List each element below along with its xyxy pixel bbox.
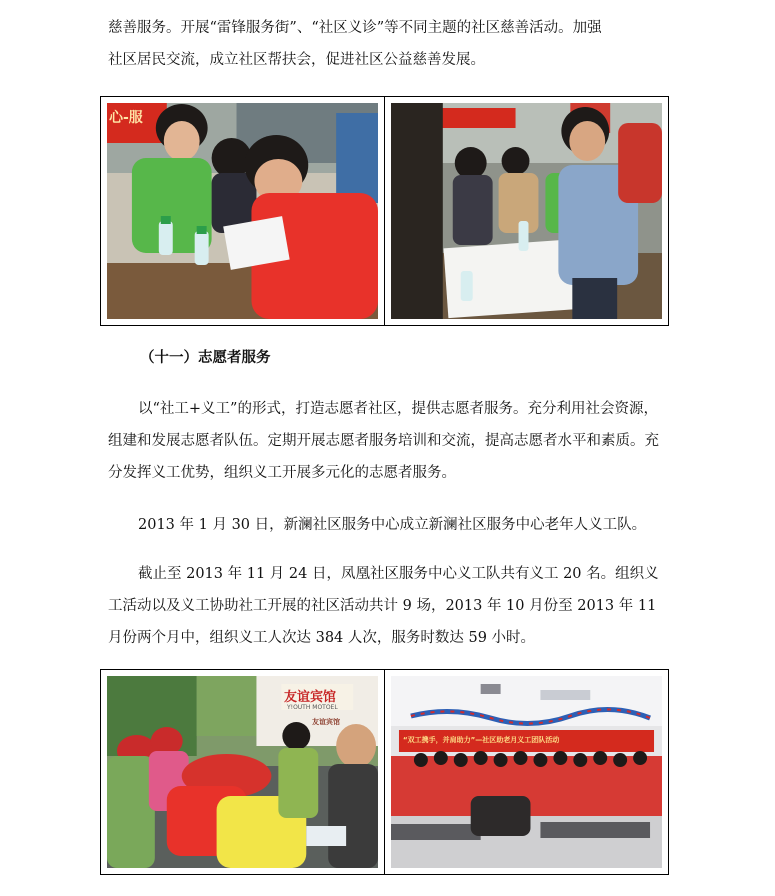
top-paragraph-line2: 社区居民交流，成立社区帮扶会，促进社区公益慈善发展。 <box>108 52 485 68</box>
photo-cell-2 <box>384 97 668 325</box>
section-heading: （十一）志愿者服务 <box>140 350 271 366</box>
photo-cell-3 <box>101 670 384 874</box>
photo-volunteer-group <box>391 676 662 868</box>
photo-group-banner: “双工携手，并肩助力”—社区助老月义工团队活动 <box>403 736 560 744</box>
founding-paragraph: 2013 年 1 月 30 日，新澜社区服务中心成立新澜社区服务中心老年人义工队。 <box>138 517 647 533</box>
top-paragraph-line1: 慈善服务。开展“雷锋服务街”、“社区义诊”等不同主题的社区慈善活动。加强 <box>108 20 602 36</box>
photo-hotel-sign: 友谊宾馆 <box>284 690 337 705</box>
photo-cell-4 <box>384 670 668 874</box>
photo-hotel-sign-en: Y!OUTH MOTOEL <box>287 704 338 711</box>
photo-banner-text: 心-服 <box>109 110 143 126</box>
photo-charity-consultation <box>391 103 662 319</box>
photo-volunteer-street <box>107 676 378 868</box>
top-paragraph <box>108 12 668 76</box>
photo-table-1 <box>100 96 669 326</box>
stats-paragraph: 截止至 2013 年 11 月 24 日，凤凰社区服务中心义工队共有义工 20 名。组织义工活动以及义工协助社工开展的社区活动共计 9 场，2013 年 10 月份至 2013 年 11 月份两个月中，组织义工人次达 384 人次，服务时数达 59 小时。 <box>108 566 659 646</box>
photo-cell-1 <box>101 97 384 325</box>
photo-charity-registration <box>107 103 378 319</box>
photo-table-2 <box>100 669 669 875</box>
photo-hotel-sign-small: 友谊宾馆 <box>312 718 340 726</box>
volunteer-paragraph: 以“社工+义工”的形式，打造志愿者社区，提供志愿者服务。充分利用社会资源，组建和发展志愿者队伍。定期开展志愿者服务培训和交流，提高志愿者水平和素质。充分发挥义工优势，组织义工开展多元化的志愿者服务。 <box>108 401 659 481</box>
